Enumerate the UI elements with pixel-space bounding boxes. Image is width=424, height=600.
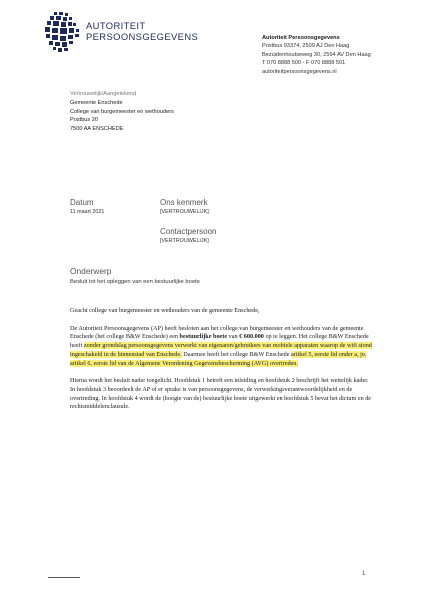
highlight-articles: artikel 5, eerste lid onder a, jo. artikel 6, eerste lid van de Algemene Verordening Gegevensbescherming (AVG) overtreden.	[70, 350, 367, 367]
ap-logo-icon	[40, 10, 84, 54]
contact-label: Contactpersoon	[160, 227, 217, 236]
recipient-line-3: Postbus 20	[70, 117, 98, 124]
date-label: Datum	[70, 198, 94, 207]
sender-line-1: Postbus 93374, 2509 AJ Den Haag	[262, 43, 350, 50]
greeting: Geacht college van burgemeester en wethouders van de gemeente Enschede,	[70, 307, 260, 314]
subject-block	[70, 266, 200, 285]
footer-rule	[48, 577, 80, 578]
letter-body	[70, 307, 372, 421]
fine-amount: € 600.000	[239, 333, 264, 341]
reference-value: [VERTROUWELIJK]	[160, 209, 209, 215]
p2-text-a: De Autoriteit Persoonsgegevens (AP) heeft besloten aan het college van burgemeester en wethouders van de gemeente Enschede (het college B&W Enschede) een	[70, 324, 364, 341]
subject-value: Besluit tot het opleggen van een bestuurlijke boete	[70, 279, 200, 285]
sender-address	[262, 34, 371, 76]
date-value: 11 maart 2021	[70, 209, 105, 215]
ap-logo	[40, 10, 240, 52]
fine-label: bestuurlijke boete	[179, 333, 228, 341]
p2-text-g: Daarmee heeft het college B&W Enschede	[181, 350, 292, 358]
highlight-violation: zonder grondslag persoonsgegevens verwerkt van eigenaren/gebruikers van mobiele apparaten waarop de wifi stond ingeschakeld in de binnenstad van Enschede.	[70, 342, 372, 358]
date-block	[70, 198, 104, 215]
page-number: 1	[362, 571, 366, 577]
paragraph-decision	[70, 325, 372, 369]
recipient-line-4: 7500 AA ENSCHEDE	[70, 126, 124, 133]
sender-line-2: Bezuidenhoutseweg 30, 2594 AV Den Haag	[262, 51, 371, 58]
confidential-label: Vertrouwelijk/Aangetekend	[70, 91, 137, 97]
sender-line-3: T 070 8888 500 - F 070 8888 501	[262, 60, 346, 67]
recipient-line-2: College van burgemeester en wethouders	[70, 108, 174, 115]
sender-name: Autoriteit Persoonsgegevens	[262, 35, 340, 41]
reference-label: Ons kenmerk	[160, 198, 208, 207]
logo-line-1: AUTORITEIT	[86, 20, 146, 31]
p2-text-c: van	[227, 333, 240, 341]
logo-wordmark	[86, 21, 198, 42]
subject-label: Onderwerp	[70, 266, 112, 276]
logo-line-2: PERSOONSGEGEVENS	[86, 30, 199, 42]
recipient-address	[70, 90, 174, 134]
sender-line-4: autoriteitpersoonsgegevens.nl	[262, 68, 337, 75]
reference-block	[160, 198, 209, 215]
paragraph-outline: Hierna wordt het besluit nader toegelicht. Hoofdstuk 1 betreft een inleiding en hoofdstuk 2 beschrijft het wettelijk kader. In hoofdstuk 3 beoordeelt de AP of er sprake is van persoonsgegevens, de verwerkingsverantwoordelijkheid en de overtreding. In hoofdstuk 4 wordt de (hoogte van de) bestuurlijke boete uitgewerkt en hoofdstuk 5 bevat het dictum en de rechtsmiddelenclausule.	[70, 377, 372, 411]
contact-value: [VERTROUWELIJK]	[160, 238, 209, 244]
p2-text-e: op te leggen. Het college B&W Enschede heeft	[70, 333, 369, 350]
contact-block	[160, 227, 216, 244]
recipient-line-1: Gemeente Enschede	[70, 99, 123, 106]
